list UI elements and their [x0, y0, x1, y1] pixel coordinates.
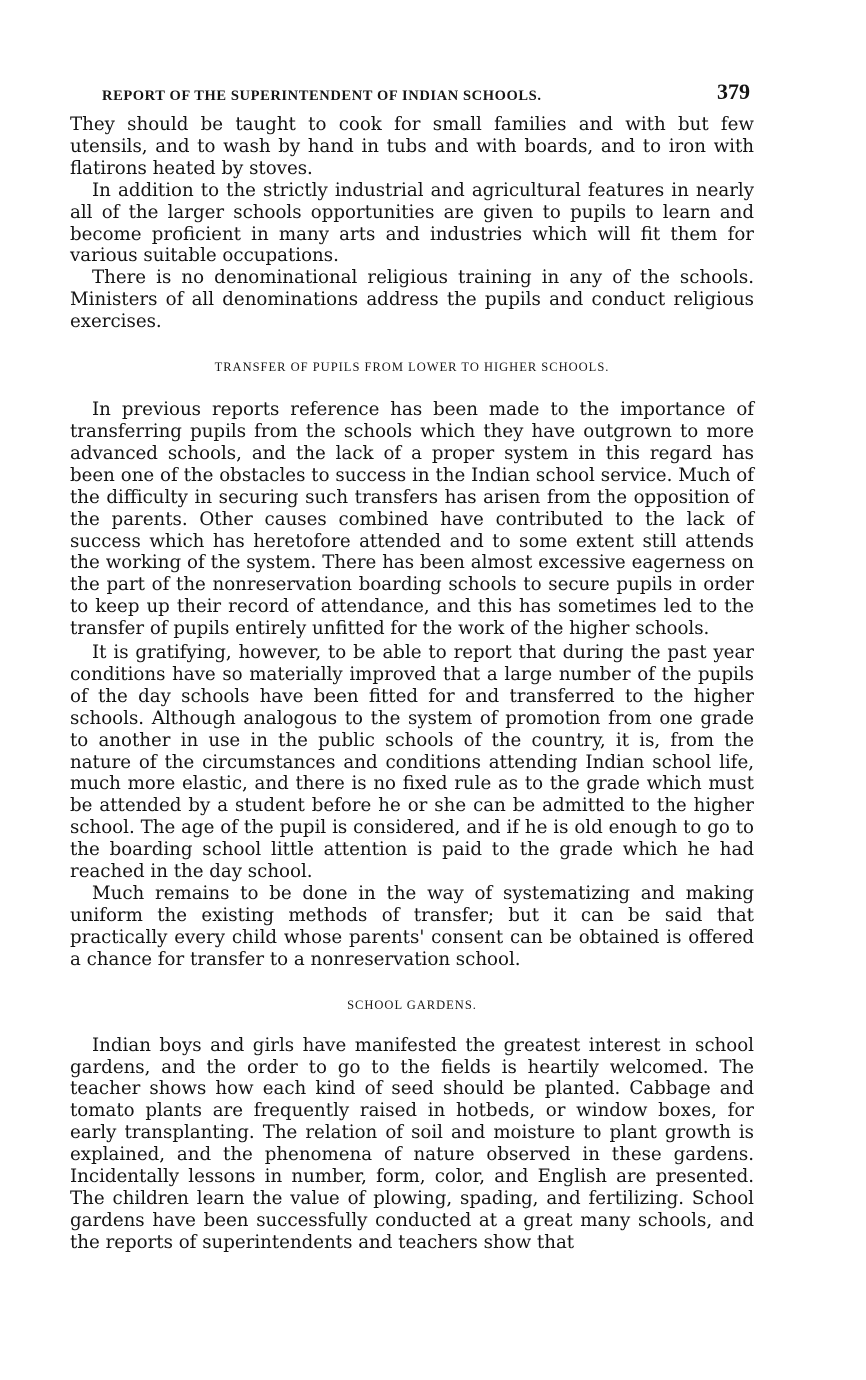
transfer-section	[70, 359, 754, 971]
intro-paragraph-1: They should be taught to cook for small families and with but few utensils, and to wash by hand in tubs and with boards, and to iron with flatirons heated by stoves.	[70, 114, 754, 179]
running-head	[70, 78, 754, 114]
transfer-paragraph-2: It is gratifying, however, to be able to report that during the past year conditions have so materially improved that a large number of the pupils of the day schools have been fitted for and transferred to the higher schools. Although analogous to the system of promotion from one grade to another in use in the public schools of the country, it is, from the nature of the circumstances and conditions attending Indian school life, much more elastic, and there is no fixed rule as to the grade which must be attended by a student before he or she can be admitted to the higher school. The age of the pupil is considered, and if he is old enough to go to the boarding school little attention is paid to the grade which he had reached in the day school.	[70, 642, 754, 883]
intro-paragraph-3: There is no denominational religious training in any of the schools. Ministers of all denominations address the pupils and conduct religious exercises.	[70, 267, 754, 333]
transfer-paragraph-3: Much remains to be done in the way of systematizing and making uniform the existing methods of transfer; but it can be said that practically every child whose parents' consent can be obtained is offered a chance for transfer to a nonreservation school.	[70, 883, 754, 970]
gardens-paragraph-1: Indian boys and girls have manifested the greatest interest in school gardens, and the order to go to the fields is heartily welcomed. The teacher shows how each kind of seed should be planted. Cabbage and tomato plants are frequently raised in hotbeds, or window boxes, for early transplanting. The relation of soil and moisture to plant growth is explained, and the phenomena of nature observed in these gardens. Incidentally lessons in number, form, color, and English are presented. The children learn the value of plowing, spading, and fertilizing. School gardens have been successfully conducted at a great many schools, and the reports of superintendents and teachers show that	[70, 1034, 754, 1253]
document-page	[70, 78, 754, 1254]
running-title: REPORT OF THE SUPERINTENDENT OF INDIAN SCHOOLS.	[102, 88, 542, 104]
gardens-section	[70, 997, 754, 1254]
intro-paragraph-2: In addition to the strictly industrial and agricultural features in nearly all of the larger schools opportunities are given to pupils to learn and become proficient in many arts and industries which will fit them for various suitable occupations.	[70, 179, 754, 267]
gardens-section-heading: SCHOOL GARDENS.	[347, 997, 477, 1012]
transfer-section-heading: TRANSFER OF PUPILS FROM LOWER TO HIGHER SCHOOLS.	[214, 360, 610, 375]
transfer-paragraph-1: In previous reports reference has been made to the importance of transferring pupils from the schools which they have outgrown to more advanced schools, and the lack of a proper system in this regard has been one of the obstacles to success in the Indian school service. Much of the difficulty in securing such transfers has arisen from the opposition of the parents. Other causes combined have contributed to the lack of success which has heretofore attended and to some extent still attends the working of the system. There has been almost excessive eagerness on the part of the nonreservation boarding schools to secure pupils in order to keep up their record of attendance, and this has sometimes led to the transfer of pupils entirely unfitted for the work of the higher schools.	[70, 399, 754, 640]
page-number: 379	[717, 79, 750, 104]
intro-section	[70, 114, 754, 333]
